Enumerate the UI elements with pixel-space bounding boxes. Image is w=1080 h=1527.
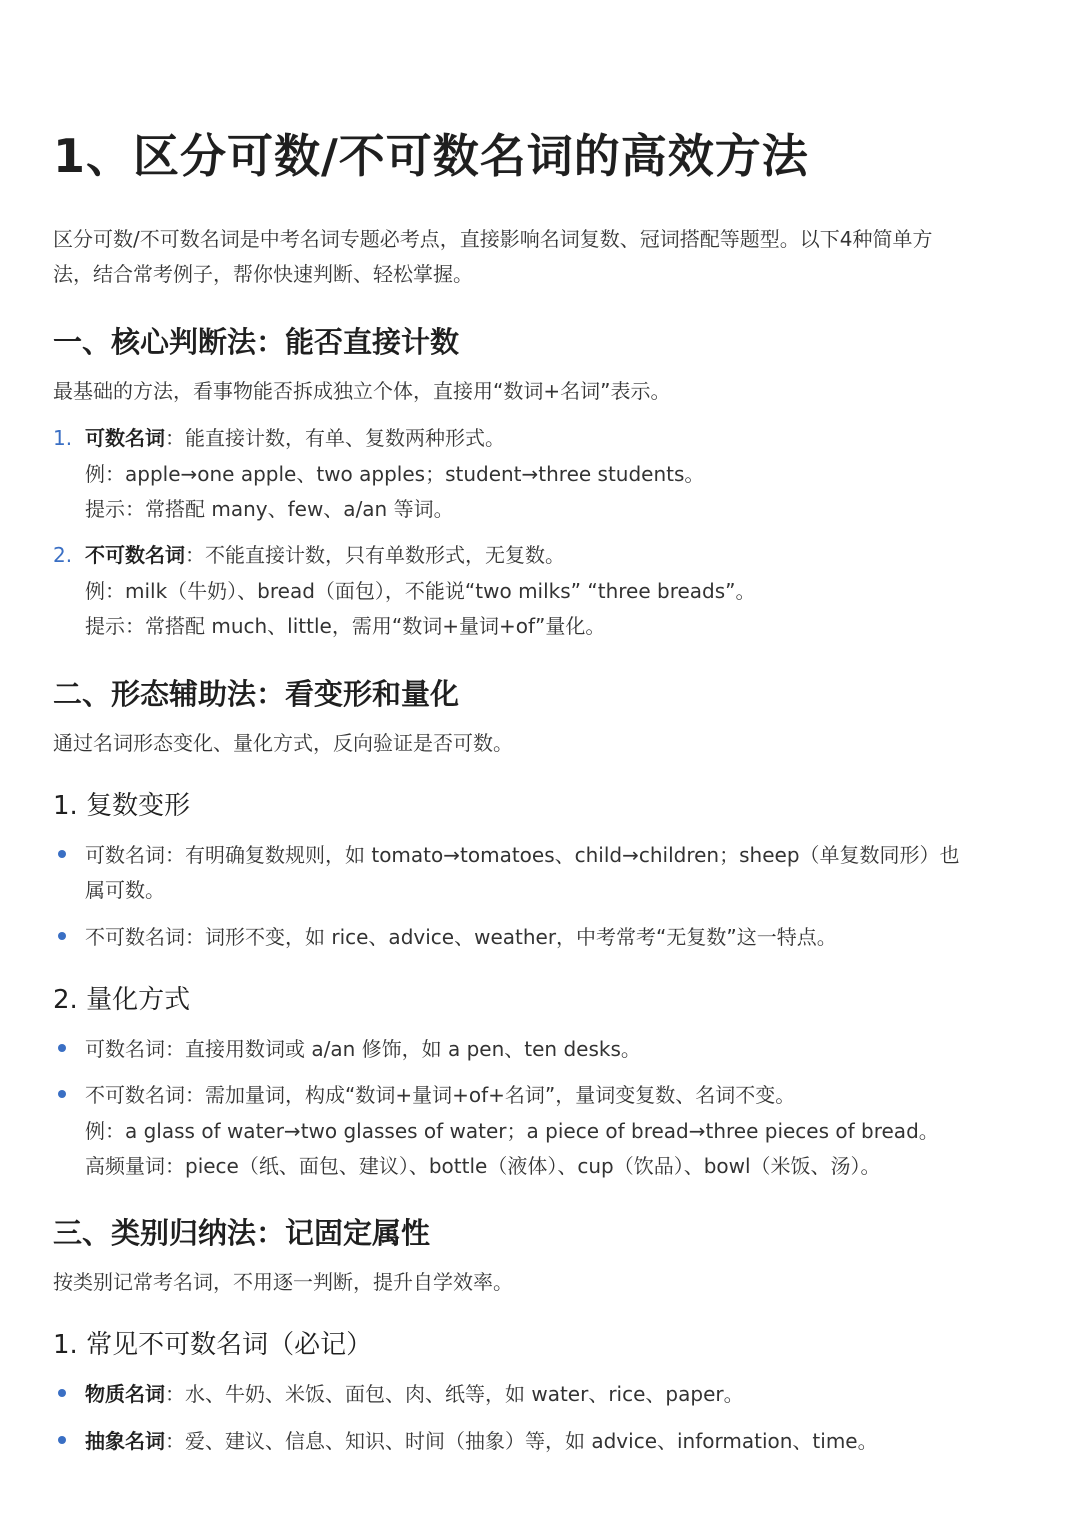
term-label: 不可数名词: [85, 543, 185, 567]
section-1-heading: 一、核心判断法：能否直接计数: [53, 325, 460, 359]
bullet-line: 高频量词：piece（纸、面包、建议）、bottle（液体）、cup（饮品）、bowl（米饭、汤）。: [85, 1154, 881, 1178]
intro-line-1: 区分可数/不可数名词是中考名词专题必考点，直接影响名词复数、冠词搭配等题型。以下4种简单方: [53, 227, 933, 251]
subsection-heading: 1. 常见不可数名词（必记）: [53, 1330, 373, 1360]
bullet-line: 属可数。: [85, 878, 165, 902]
section-3-heading: 三、类别归纳法：记固定属性: [53, 1216, 431, 1250]
bullet-icon: [58, 1044, 66, 1052]
example-line: 例：apple→one apple、two apples；student→three students。: [85, 462, 705, 486]
bullet-icon: [58, 1090, 66, 1098]
list-number: 1.: [53, 426, 73, 450]
bullet-line: 可数名词：有明确复数规则，如 tomato→tomatoes、child→children；sheep（单复数同形）也: [85, 843, 960, 867]
list-number: 2.: [53, 543, 73, 567]
term-desc: ：爱、建议、信息、知识、时间（抽象）等，如 advice、information、time。: [165, 1429, 878, 1453]
list-item-text: [85, 423, 505, 453]
term-label: 物质名词: [85, 1382, 165, 1406]
term-label: 抽象名词: [85, 1429, 165, 1453]
section-2-heading: 二、形态辅助法：看变形和量化: [53, 677, 460, 711]
section-3-desc: 按类别记常考名词，不用逐一判断，提升自学效率。: [53, 1270, 513, 1294]
subsection-heading: 2. 量化方式: [53, 985, 191, 1015]
section-1-desc: 最基础的方法，看事物能否拆成独立个体，直接用“数词+名词”表示。: [53, 379, 671, 403]
bullet-icon: [58, 932, 66, 940]
intro-line-2: 法，结合常考例子，帮你快速判断、轻松掌握。: [53, 262, 473, 286]
bullet-line: 不可数名词：词形不变，如 rice、advice、weather，中考常考“无复数”这一特点。: [85, 925, 837, 949]
tip-line: 提示：常搭配 many、few、a/an 等词。: [85, 497, 454, 521]
term-desc: ：不能直接计数，只有单数形式，无复数。: [185, 543, 565, 567]
example-line: 例：a glass of water→two glasses of water；a piece of bread→three pieces of bread。: [85, 1119, 939, 1143]
bullet-icon: [58, 1436, 66, 1444]
term-label: 可数名词: [85, 426, 165, 450]
bullet-line: 可数名词：直接用数词或 a/an 修饰，如 a pen、ten desks。: [85, 1037, 641, 1061]
term-desc: ：水、牛奶、米饭、面包、肉、纸等，如 water、rice、paper。: [165, 1382, 744, 1406]
bullet-line: [85, 1379, 744, 1409]
example-line: 例：milk（牛奶）、bread（面包），不能说“two milks” “three breads”。: [85, 579, 756, 603]
tip-line: 提示：常搭配 much、little，需用“数词+量词+of”量化。: [85, 614, 606, 638]
page-title: 1、区分可数/不可数名词的高效方法: [53, 129, 809, 183]
list-item-text: [85, 540, 565, 570]
subsection-heading: 1. 复数变形: [53, 791, 191, 821]
bullet-icon: [58, 1389, 66, 1397]
bullet-line: 不可数名词：需加量词，构成“数词+量词+of+名词”，量词变复数、名词不变。: [85, 1083, 796, 1107]
section-2-desc: 通过名词形态变化、量化方式，反向验证是否可数。: [53, 731, 513, 755]
term-desc: ：能直接计数，有单、复数两种形式。: [165, 426, 505, 450]
bullet-icon: [58, 850, 66, 858]
bullet-line: [85, 1426, 878, 1456]
